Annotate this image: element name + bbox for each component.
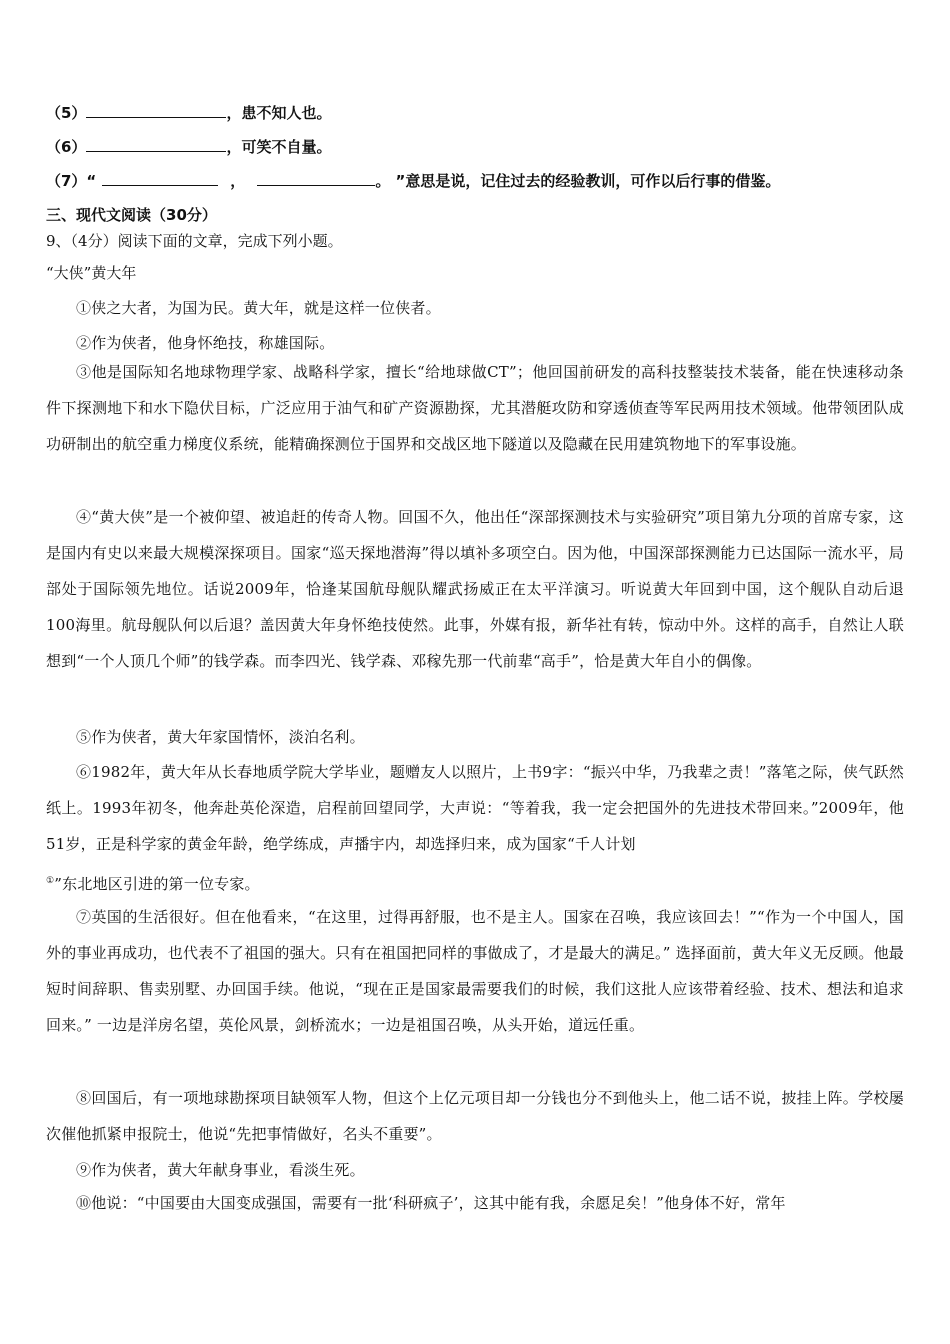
paragraph-7: ⑦英国的生活很好。但在他看来，“在这里，过得再舒服，也不是主人。国家在召唤，我应该回去！”“作为一个中国人，国外的事业再成功，也代表不了祖国的强大。只有在祖国把同样的事做成了，才是最大的满足。” 选择面前，黄大年义无反顾。他最短时间辞职、售卖别墅、办回国手续。他说，“现在正是国家最需要我们的时候，我们这批人应该带着经验、技术、想法和追求回来。” 一边是洋房名望，英伦风景，剑桥流水；一边是祖国召唤，从头开始，道远任重。 [46, 908, 904, 1034]
paragraph-4: ④“黄大侠”是一个被仰望、被追赶的传奇人物。回国不久，他出任“深部探测技术与实验研究”项目第九分项的首席专家，这是国内有史以来最大规模深探项目。国家“巡天探地潜海”得以填补多项空白。因为他，中国深部探测能力已达国际一流水平，局部处于国际领先地位。话说2009年，恰逢某国航母舰队耀武扬威正在太平洋演习。听说黄大年回到中国，这个舰队自动后退100海里。航母舰队何以后退？盖因黄大年身怀绝技使然。此事，外媒有报，新华社有转，惊动中外。这样的高手，自然让人联想到“一个人顶几个师”的钱学森。而李四光、钱学森、邓稼先那一代前辈“高手”，恰是黄大年自小的偶像。 [46, 508, 904, 670]
fill-in-item-5: （5） ，患不知人也。 [46, 104, 332, 122]
answer-blank[interactable] [86, 137, 226, 152]
paragraph-3: ③他是国际知名地球物理学家、战略科学家，擅长“给地球做CT”；他回国前研发的高科技整装技术装备，能在快速移动条件下探测地下和水下隐伏目标，广泛应用于油气和矿产资源勘探，尤其潜艇攻防和穿透侦查等军民两用技术领域。他带领团队成功研制出的航空重力梯度仪系统，能精确探测位于国界和交战区地下隧道以及隐藏在民用建筑物地下的军事设施。 [46, 363, 904, 453]
footnote-mark: ① [46, 876, 55, 886]
question-intro: 9、（4分）阅读下面的文章，完成下列小题。 [46, 232, 343, 250]
article-title: “大侠”黄大年 [46, 264, 137, 282]
answer-blank[interactable] [102, 171, 218, 186]
paragraph-9: ⑨作为侠者，黄大年献身事业，看淡生死。 [76, 1161, 365, 1179]
paragraph-1: ①侠之大者，为国为民。黄大年，就是这样一位侠者。 [76, 299, 441, 317]
paragraph-6: ⑥1982年，黄大年从长春地质学院大学毕业，题赠友人以照片，上书9字：“振兴中华，乃我辈之责！”落笔之际，侠气跃然纸上。1993年初冬，他奔赴英伦深造，启程前回望同学，大声说：“等着我，我一定会把国外的先进技术带回来。”2009年，他51岁，正是科学家的黄金年龄，绝学练成，声播宇内，却选择归来，成为国家“千人计划 [46, 763, 904, 853]
paragraph-8: ⑧回国后，有一项地球勘探项目缺领军人物，但这个上亿元项目却一分钱也分不到他头上，他二话不说，披挂上阵。学校屡次催他抓紧申报院士，他说“先把事情做好，名头不重要”。 [46, 1089, 904, 1143]
paragraph-10: ⑩他说：“中国要由大国变成强国，需要有一批‘科研疯子’，这其中能有我，余愿足矣！”他身体不好，常年 [76, 1194, 786, 1212]
paragraph-2: ②作为侠者，他身怀绝技，称雄国际。 [76, 334, 335, 352]
section-title: 三、现代文阅读（30分） [46, 206, 217, 224]
fill-in-item-6: （6） ，可笑不自量。 [46, 138, 332, 156]
paragraph-6-continued: ①”东北地区引进的第一位专家。 [46, 875, 260, 893]
answer-blank[interactable] [86, 103, 226, 118]
answer-blank[interactable] [257, 171, 375, 186]
paragraph-5: ⑤作为侠者，黄大年家国情怀，淡泊名利。 [76, 728, 365, 746]
fill-in-item-7: （7）“ ， 。 ”意思是说，记住过去的经验教训，可作以后行事的借鉴。 [46, 172, 781, 190]
